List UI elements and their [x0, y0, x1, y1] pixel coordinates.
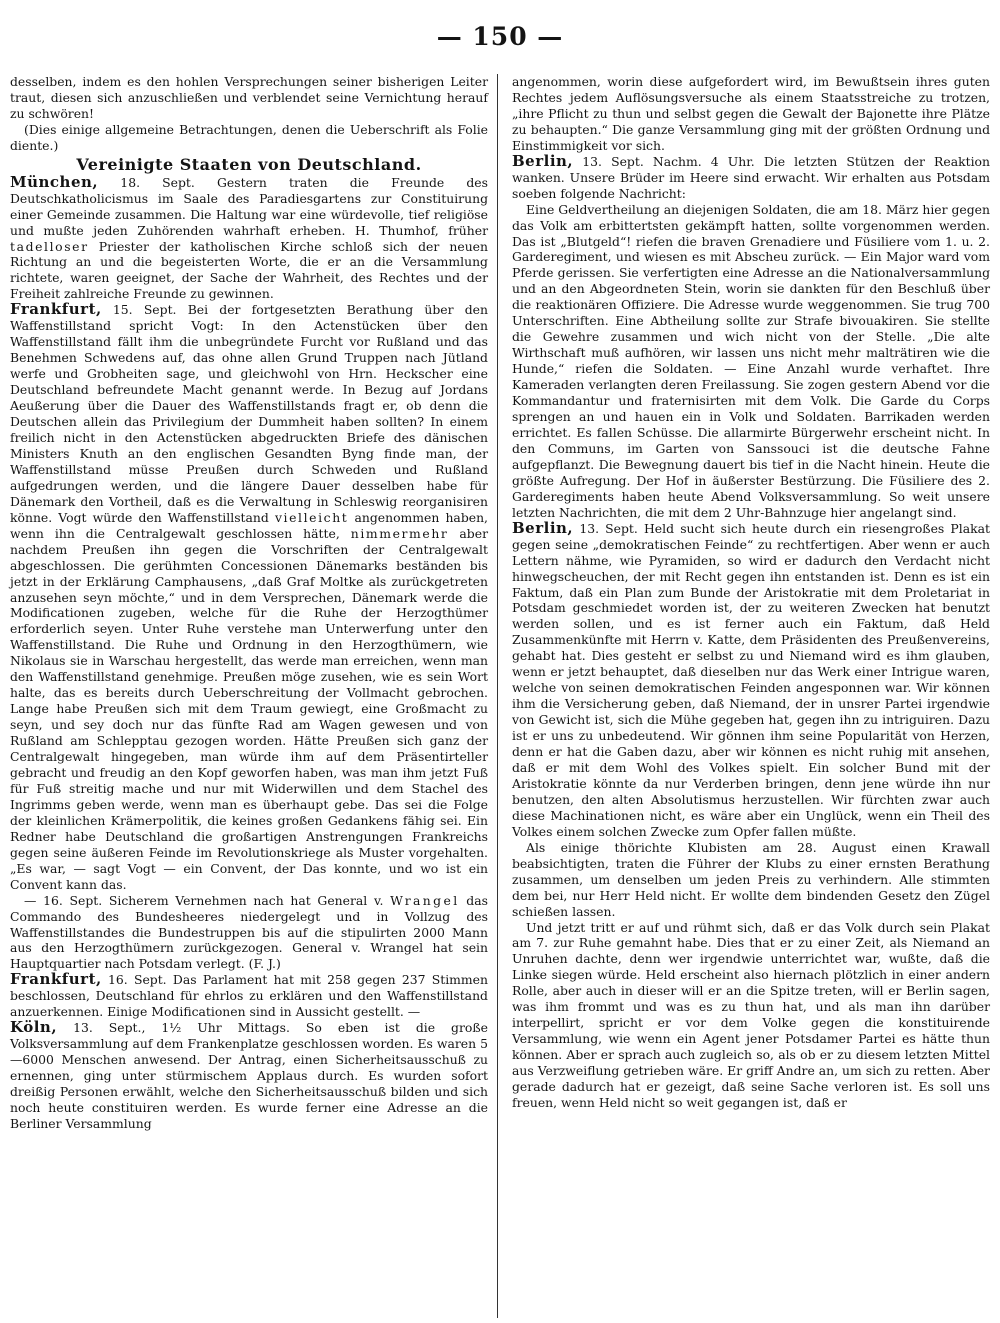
article-text: aber nachdem Preußen ihn gegen die Vorschriften der Centralgewalt abgeschlossen. Die gerühmten Concessionen Dänemarks beständen bis jetzt in der Erklärung Camphausens, „daß Graf Moltke als zurückgetreten anzusehen seyn möchte,“ und in dem Versprechen, Dänemark werde die Modificationen zugeben, welche für die Ruhe der Herzogthümer erforderlich seyen. Unter Ruhe verstehe man Unterwerfung unter den Waffenstillstand. Die Ruhe und Ordnung in den Herzogthümern, wie Nikolaus sie in Warschau hergestellt, das werde man erreichen, wenn man den Waffenstillstand genehmige. Preußen möge zusehen, wie es sein Wort halte, das es bereits durch Ueberschreitung der Vollmacht gebrochen. Lange habe Preußen sich mit dem Traum gewiegt, eine Großmacht zu seyn, und sey doch nur das fünfte Rad am Wagen gewesen und von Rußland am Schlepptau gezogen worden. Hätte Preußen sich ganz der Centralgewalt hingegeben, man würde ihm auf dem Präsentirteller gebracht und freudig an den Kopf geworfen haben, was man ihm jetzt Fuß für Fuß streitig mache und nur mit Widerwillen und dem Stachel des Ingrimms geben werde, wenn man es überhaupt gebe. Das sei die Folge der kleinlichen Krämerpolitik, die keines großen Gedankens fähig sei. Ein Redner habe Deutschland die großartigen Anstrengungen Frankreichs gegen seine äußeren Feinde im Revolutionskriege als Muster vorgehalten. „Es war, — sagt Vogt — ein Convent, der Das konnte, und wo ist ein Convent kann das.	[10, 525, 488, 892]
right-column	[512, 74, 990, 1111]
article-text: Priester der katholischen Kirche schloß sich der neuen Richtung an und die begeisterten Worte, die er an die Versammlung richtete, waren geeignet, der Sache der Wahrheit, des Rechtes und der Freiheit zahlreiche Freunde zu gewinnen.	[10, 238, 488, 302]
article-text: 13. Sept. Held sucht sich heute durch ein riesengroßes Plakat gegen seine „demokratischen Feinde“ zu rechtfertigen. Aber wenn er auch Lettern nähme, wie Pyramiden, so wird er dadurch den Verdacht nicht hinwegscheuchen, der mit Recht gegen ihn entstanden ist. Denn es ist ein Faktum, daß ein Plan zum Bunde der Aristokratie mit dem Proletariat in Potsdam geschmiedet worden ist, der zu weiteren Zwecken hat benutzt werden sollen, und es ist ferner auch ein Faktum, daß Held Zusammenkünfte mit Herrn v. Katte, dem Präsidenten des Preußenvereins, gehabt hat. Dies gesteht er selbst zu und Niemand wird es ihm glauben, wenn er jetzt behauptet, daß dieselben nur das Werk einer Intrigue waren, welche von seinen demokratischen Feinden angesponnen war. Wir können ihm die Versicherung geben, daß Niemand, der in unsrer Partei irgendwie von Gewicht ist, sich die Mühe gegeben hat, gegen ihn zu intriguiren. Dazu ist er uns zu unbedeutend. Wir gönnen ihm seine Popularität von Herzen, denn er hat die Gaben dazu, aber wir können es nicht ruhig mit ansehen, daß er mit dem Wohl des Volkes spielt. Ein solcher Bund mit der Aristokratie könnte da nur Verderben bringen, denn jene würde ihn nur benutzen, den alten Absolutismus herzustellen. Wir fürchten zwar auch diese Machinationen nicht, es wäre aber ein Unglück, wenn ein Theil des Volkes einem solchen Zwecke zum Opfer fallen müßte.	[512, 520, 990, 839]
dateline-place: Berlin,	[512, 518, 574, 537]
article-text: — 16. Sept. Sicherem Vernehmen nach hat General v.	[24, 892, 391, 908]
spaced-word: nimmermehr	[350, 525, 449, 541]
article-text: 18. Sept. Gestern traten die Freunde des Deutschkatholicismus im Saale des Paradiesgartens zur Constituirung einer Gemeinde zusammen. Die Haltung war eine würdevolle, tief religiöse und mußte jeden Zuhörenden wahrhaft erheben. H. Thumhof, früher	[10, 174, 488, 238]
article-text: das Commando des Bundesheeres niedergelegt und in Vollzug des Waffenstillstandes die Bundestruppen bis auf die stipulirten 2000 Mann aus den Herzogthümern zurückgezogen. General v. Wrangel hat sein Hauptquartier nach Potsdam verlegt. (F. J.)	[10, 892, 488, 972]
article-frankfurt-16	[10, 972, 488, 1020]
article-koeln	[10, 1020, 488, 1132]
paragraph-continuation: desselben, indem es den hohlen Versprechungen seiner bisherigen Leiter traut, diesen sich anzuschließen und verblendet seine Vernichtung herauf zu schwören!	[10, 74, 488, 121]
article-text: 13. Sept. Nachm. 4 Uhr. Die letzten Stützen der Reaktion wanken. Unsere Brüder im Heere sind erwacht. Wir erhalten aus Potsdam soeben folgende Nachricht:	[512, 153, 990, 201]
spaced-word: Wrangel	[390, 892, 460, 908]
article-berlin-2-paragraph: Und jetzt tritt er auf und rühmt sich, daß er das Volk durch sein Plakat am 7. zur Ruhe gemahnt habe. Dies that er zu einer Zeit, als Niemand an Unruhen dachte, denn wer irgendwie unterrichtet war, wußte, daß die Linke siegen würde. Held erscheint also hiernach plötzlich in einer andern Rolle, aber auch in dieser will er an die Spitze treten, will er Berlin sagen, was ihm frommt und was es zu thun hat, und als man ihn darüber interpellirt, spricht er vor dem Volke gegen die konstituirende Versammlung, wie wenn ein Agent jener Potsdamer Partei es hätte thun können. Aber er sprach auch zugleich so, als ob er zu diesem letzten Mittel aus Verzweiflung getrieben wäre. Er griff Andre an, um sich zu retten. Aber gerade dadurch hat er gezeigt, daß seine Sache verloren ist. Es soll uns freuen, wenn Held nicht so weit gegangen ist, daß er	[512, 919, 990, 1110]
left-column	[10, 74, 488, 1132]
article-berlin-1	[512, 151, 990, 202]
dateline-place: München,	[10, 172, 99, 191]
article-berlin-2	[512, 518, 990, 840]
article-muenchen	[10, 172, 488, 303]
article-16-sept	[10, 893, 488, 973]
article-text: 13. Sept., 1½ Uhr Mittags. So eben ist die große Volksversammlung auf dem Frankenplatze geschlossen worden. Es waren 5—6000 Menschen anwesend. Der Antrag, einen Sicherheitsausschuß zu ernennen, ging unter stürmischem Applaus durch. Es wurden sofort dreißig Personen erwählt, welche den Sicherheitsausschuß bilden und sich noch heute constituiren werden. Es wurde ferner eine Adresse an die Berliner Versammlung	[10, 1020, 488, 1131]
dateline-place: Frankfurt,	[10, 970, 102, 989]
paragraph-note: (Dies einige allgemeine Betrachtungen, denen die Ueberschrift als Folie diente.)	[10, 121, 488, 153]
spaced-word: vielleicht	[274, 509, 349, 525]
dateline-place: Frankfurt,	[10, 300, 102, 319]
dateline-place: Berlin,	[512, 151, 574, 170]
article-frankfurt-15	[10, 302, 488, 892]
article-berlin-2-paragraph: Als einige thörichte Klubisten am 28. August einen Krawall beabsichtigten, traten die Führer der Klubs zu einer ernsten Berathung zusammen, um denselben um jeden Preis zu verhindern. Alle stimmten dem bei, nur Herr Held nicht. Er wollte dem bindenden Gesetz den Zügel schießen lassen.	[512, 839, 990, 919]
article-text: angenommen haben, wenn ihn die Centralgewalt geschlossen hätte,	[10, 509, 488, 541]
section-heading: Vereinigte Staaten von Deutschland.	[76, 154, 422, 174]
page-number: — 150 —	[436, 22, 564, 51]
article-berlin-1-body: Eine Geldvertheilung an diejenigen Soldaten, die am 18. März hier gegen das Volk am erbittertsten gekämpft hatten, sollte vorgenommen werden. Das ist „Blutgeld“! riefen die braven Grenadiere und Füsiliere vom 1. u. 2. Garderegiment, und wiesen es mit Abscheu zurück. — Ein Major ward vom Pferde gerissen. Sie verfertigten eine Adresse an die Nationalversammlung und an den Abgeordneten Stein, worin sie dankten für den Beschluß über die reaktionären Offiziere. Die Adresse wurde weggenommen. Sie trug 700 Unterschriften. Eine Abtheilung sollte zur Strafe bivouakiren. Sie stellte die Gewehre zusammen und wich nicht von der Stelle. „Die alte Wirthschaft muß aufhören, wir lassen uns nicht mehr malträtiren wie die Hunde,“ riefen die Soldaten. — Eine Anzahl wurde verhaftet. Ihre Kameraden verlangten deren Freilassung. Sie zogen gestern Abend vor die Kommandantur und fraternisirten mit dem Volk. Die Garde du Corps sprengen an und hauen ein in Volk und Soldaten. Barrikaden werden errichtet. Es fallen Schüsse. Die allarmirte Bürgerwehr erscheint nicht. In den Communs, im Garten von Sanssouci ist die deutsche Fahne aufgepflanzt. Die Bewegnung dauert bis tief in die Nacht hinein. Heute die größte Aufregung. Der Hof in äußerster Bestürzung. Die Füsiliere des 2. Garderegiments haben heute Abend Volksversammlung. So weit unsere letzten Nachrichten, die mit dem 2 Uhr-Bahnzuge hier angelangt sind.	[512, 201, 990, 520]
spaced-word: tadelloser	[10, 238, 89, 254]
article-text: 16. Sept. Das Parlament hat mit 258 gegen 237 Stimmen beschlossen, Deutschland für ehrlos zu erklären und den Waffenstillstand anzuerkennen. Einige Modificationen sind in Aussicht gestellt. —	[10, 972, 488, 1020]
column-divider	[497, 74, 498, 1318]
dateline-place: Köln,	[10, 1018, 58, 1037]
article-text: 15. Sept. Bei der fortgesetzten Berathung über den Waffenstillstand spricht Vogt: In den Actenstücken über den Waffenstillstand fällt ihm die unbegründete Furcht vor Rußland und das Benehmen Schwedens auf, das ohne allen Grund Truppen nach Jütland werfe und Grobheiten sage, und gleichwohl von Hrn. Heckscher eine Deutschland befreundete Macht genannt werde. In Bezug auf Jordans Aeußerung über die Dauer des Waffenstillstands fragt er, ob denn die Deutschen allein das Privilegium der Dummheit haben sollten? In einem freilich nicht in den Actenstücken abgedruckten Briefe des dänischen Ministers Knuth an den englischen Gesandten Byng finde man, der Waffenstillstand müsse Preußen durch Schweden und Rußland aufgedrungen werden, und die längere Dauer desselben habe für Dänemark den Vortheil, daß es die Verwaltung in Schleswig reorganisiren könne. Vogt würde den Waffenstillstand	[10, 302, 488, 525]
paragraph-continuation: angenommen, worin diese aufgefordert wird, im Bewußtsein ihres guten Rechtes jedem Auflösungsversuche als einem Staatsstreiche zu trotzen, „ihre Pflicht zu thun und selbst gegen die Gewalt der Bajonette ihre Plätze zu behaupten.“ Die ganze Versammlung ging mit der größten Ordnung und Einstimmigkeit vor sich.	[512, 74, 990, 153]
